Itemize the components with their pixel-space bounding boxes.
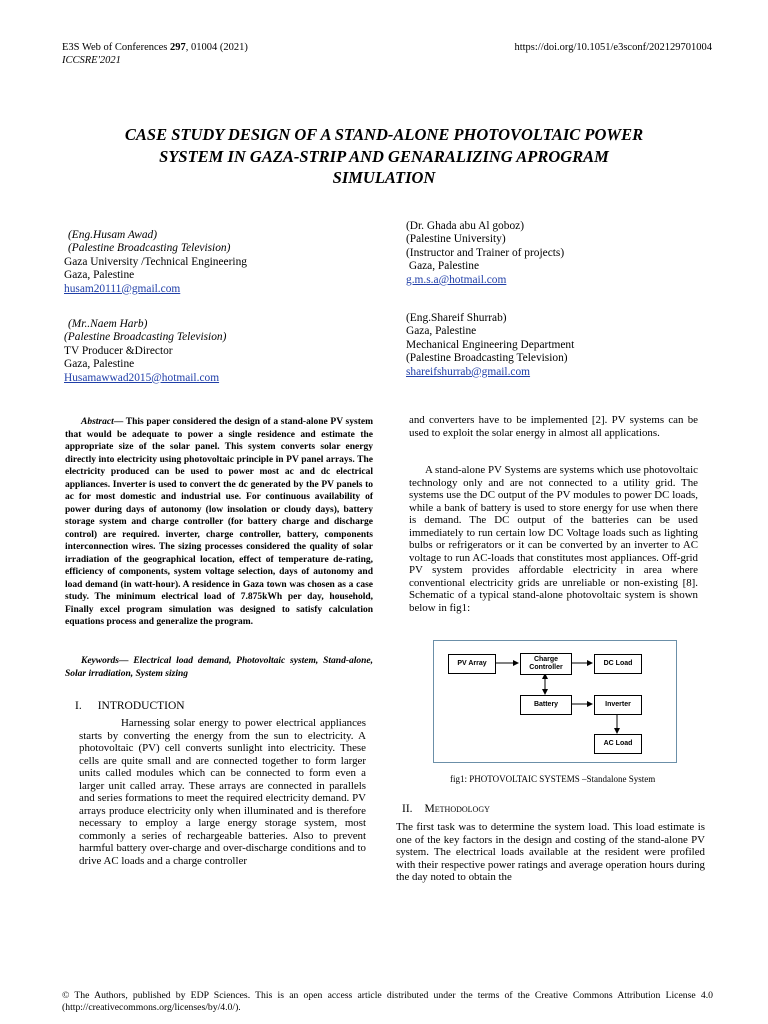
- license-footer: © The Authors, published by EDP Sciences. This is an open access article distributed under the terms of the Creative Commons Attribution License 4.0 (http://creativecommons.org/licenses/by/4.0/).: [62, 990, 713, 1013]
- author-affiliation: (Instructor and Trainer of projects): [406, 246, 565, 259]
- author-name: (Eng.Shareif Shurrab): [406, 312, 507, 324]
- author-org: (Palestine University): [406, 233, 506, 246]
- author-location: Gaza, Palestine: [406, 325, 477, 338]
- author-email-link[interactable]: shareifshurrab@gmail.com: [406, 365, 531, 378]
- author-block-2: [64, 318, 344, 385]
- figure-caption: fig1: PHOTOVOLTAIC SYSTEMS –Standalone System: [450, 774, 656, 784]
- author-affiliation: Mechanical Engineering Department: [406, 338, 575, 351]
- dc-load-box: DC Load: [594, 654, 642, 674]
- section-heading-introduction: I. INTRODUCTION: [75, 700, 185, 712]
- figure-diagram: [433, 640, 677, 763]
- author-block-4: [406, 312, 706, 379]
- keywords: Keywords— Electrical load demand, Photovoltaic system, Stand-alone, Solar irradiation, System sizing: [65, 656, 373, 679]
- author-org: (Palestine Broadcasting Television): [64, 331, 227, 344]
- author-org: (Palestine Broadcasting Television): [68, 242, 231, 255]
- doi-link[interactable]: https://doi.org/10.1051/e3sconf/202129701004: [514, 42, 712, 53]
- author-location: Gaza, Palestine: [64, 269, 135, 282]
- right-column-paragraph-1: and converters have to be implemented [2]. PV systems can be used to exploit the solar energy in almost all applications.: [409, 414, 698, 439]
- author-location: Gaza, Palestine: [64, 358, 135, 371]
- author-affiliation: Gaza University /Technical Engineering: [64, 255, 247, 268]
- inverter-box: Inverter: [594, 695, 642, 715]
- author-affiliation: TV Producer &Director: [64, 344, 173, 357]
- battery-box: Battery: [520, 695, 572, 715]
- author-email-link[interactable]: Husamawwad2015@hotmail.com: [64, 371, 220, 384]
- conference-name: ICCSRE'2021: [62, 55, 121, 66]
- author-block-1: [64, 229, 344, 296]
- author-name: (Eng.Husam Awad): [68, 229, 158, 241]
- pv-array-box: PV Array: [448, 654, 496, 674]
- ac-load-box: AC Load: [594, 734, 642, 754]
- author-name: (Mr..Naem Harb): [68, 318, 148, 330]
- author-org: (Palestine Broadcasting Television): [406, 352, 568, 365]
- author-name: (Dr. Ghada abu Al goboz): [406, 220, 524, 232]
- abstract: Abstract— This paper considered the design of a stand-alone PV system that would be adequate to power a single residence and estimate the appropriate size of the solar panel. This system converts solar energy directly into electricity using photovoltaic principle in PV panel arrays. The electricity produced can be used to power most ac and dc electrical appliances. Inverter is used to convert the dc generated by the PV panels to ac for most domestic and industrial use. For continuous availability of power during days of autonomy (low insolation or cloudy days), battery storage system and charge controller (for battery charge and discharge control) are required. inverter, charge controller, battery, components interconnection wires. The sizing processes considered the quality of solar irradiation of the geographical location, effect of temperature de-rating, efficiency of components, system voltage selection, days of autonomy and load demand (in watt-hour). A residence in Gaza town was chosen as a case study. The minimum electrical load of 7.875kWh per day, household, Finally excel program simulation was designed to satisfy calculation equations process and generalize the program.: [65, 417, 373, 627]
- journal-header: E3S Web of Conferences 297, 01004 (2021): [62, 42, 248, 53]
- author-block-3: [406, 220, 706, 287]
- introduction-text: Harnessing solar energy to power electrical appliances starts by converting the energy from the sun to electricity. A photovoltaic (PV) cell converts sunlight into electricity. These cells are quite small and are connected together to form larger units called modules which can be connected to form even a larger unit called array. These arrays are connected in parallels and series formations to meet the required electricity demand. PV arrays produce electricity only when illuminated and is therefore necessary to employ a large energy storage system, most commonly a series of rechargeable batteries. Also to prevent harmful battery over-charge and over-discharge conditions and to drive AC loads and a charge controller: [79, 717, 366, 868]
- right-column-paragraph-2: A stand-alone PV Systems are systems which use photovoltaic technology only and are not connected to a utility grid. The systems use the DC output of the PV modules to power DC loads, while a bank of battery is used to store energy for use when there is demand. The DC output of the batteries can be used immediately to run certain low DC Voltage loads such as lighting bulbs or refrigerators or it can be converted by an inverter to AC voltage to run AC-loads that constitutes most appliances. Off-grid PV system provides affordable electricity in area where conventional electricity grids are unreliable or non-existing [8]. Schematic of a typical stand-alone photovoltaic system is shown below in fig1:: [409, 464, 698, 615]
- author-location: Gaza, Palestine: [406, 260, 480, 273]
- author-email-link[interactable]: g.m.s.a@hotmail.com: [406, 273, 507, 286]
- paper-title: CASE STUDY DESIGN OF A STAND-ALONE PHOTOVOLTAIC POWER SYSTEM IN GAZA-STRIP AND GENARALIZING APROGRAM SIMULATION: [124, 125, 644, 187]
- charge-controller-box: Charge Controller: [520, 653, 572, 675]
- author-email-link[interactable]: husam20111@gmail.com: [64, 282, 181, 295]
- section-heading-methodology: II. Methodology: [402, 803, 490, 815]
- methodology-text: The first task was to determine the system load. This load estimate is one of the key factors in the design and costing of the stand-alone PV system. The electrical loads available at the resident were profiled with their respective power ratings and average operation hours during the day noted to obtain the: [396, 821, 705, 884]
